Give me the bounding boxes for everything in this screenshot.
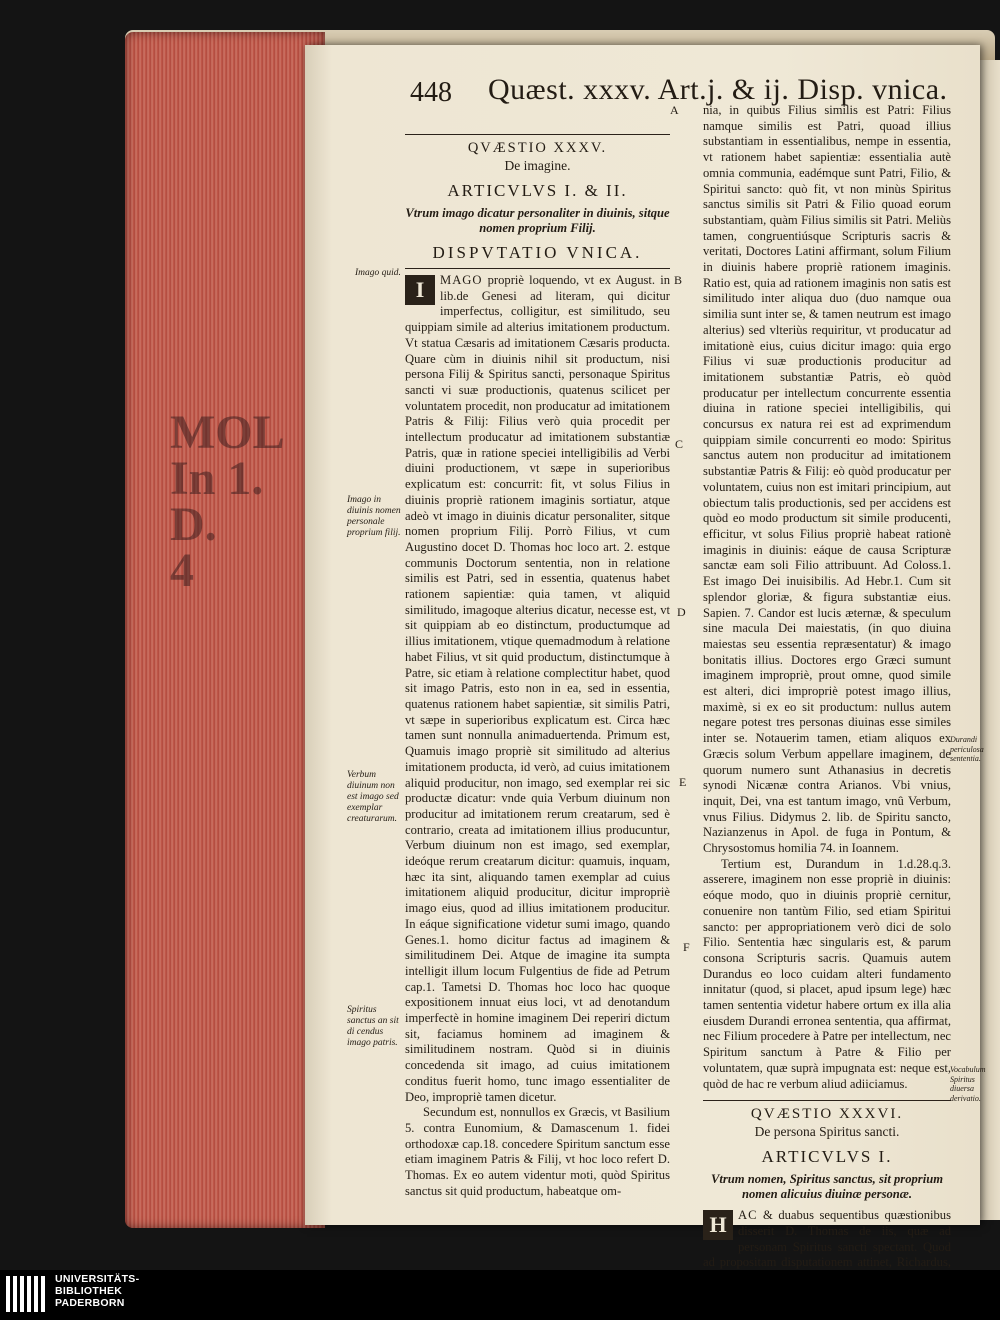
paragraph <box>405 273 670 1105</box>
edge-inscription-line: MOL <box>170 406 285 459</box>
section-letter: C <box>675 437 684 451</box>
page-number: 448 <box>410 77 452 108</box>
paragraph-text: & duabus sequentibus quæstionibus disserit D. Thomas de iis, quæ ad personam Spiritus sancti spectant. Quod ad propositam disputationem attinet, Richardus, <box>703 1208 951 1270</box>
section-letter: E <box>679 775 687 789</box>
small-caps-lead: AC <box>738 1208 758 1223</box>
paragraph <box>703 857 951 1093</box>
small-caps-lead: MAGO <box>440 273 483 287</box>
divider <box>703 1100 951 1101</box>
margin-note: Spiritus sanctus an sit di cendus imago patris. <box>347 1005 399 1048</box>
question-subtitle: De imagine. <box>504 158 571 173</box>
paragraph-text: nia, in quibus Filius similis est Patri: Filius namque similis est Patri, quoad illius substantiam in essentialibus, nempe in essentia, vt rationem habet sapientiæ: essentialia autè omnia communia, eadémque sunt Patri, Filio, & Spiritui sancto: quò fit, vt non minùs Spiritus sanctus similis sit Patri & Filio quoad eorum substantiam, quàm Filius similis sit Patri. Meliùs tamen, congruentiúsque Scripturis sacris & veritati, Doctores Latini affirmant, solum Filium in diuinis habere propriè rationem imaginis. Ratio est, quia ad rationem imaginis non satis est similitudo inter aliqua duo (duo namque oua similia sunt inter se, & tamen neutrum est imago alterius) sed vlteriùs requiritur, vt producatur ad imitationè eius, cuius dicitur imago: quia ergo Filius vi suæ productionis producitur ad imitationem substantiæ Patris, eò quòd producatur per intellectum concurrente essentia diuina in ratione speciei intelligibilis, qui concursus ex natura rei est ad exprimendum quippiam simile concurrenti eo modo: Spiritus sanctus autem non producitur ad imitationem substantiæ Patris & Filij: eò quòd producatur per voluntatem, cuius non est imitari principium, aut obiectum talis productionis, sed per accidens est quòd eo modo productum sit simile producenti, efficitur, vt solus Filius propriè habeat rationè imaginis in diuinis: eáque de causa Scripturæ sanctæ eam soli Filio attribuunt. Ad Coloss.1. Est imago Dei inuisibilis. Ad Hebr.1. Cum sit splendor gloriæ, & figura substantiæ eius. Sapien. 7. Candor est lucis æternæ, & speculum sine macula Dei maiestatis, (in quo diuina maiestas seu essentia repræsentatur) & imago bonitatis illius. Doctores ergo Græci sumunt imaginem impropriè, prout omne, quod simile est alteri, dici impropriè potest imago illius, maximè, si ex eo sit productum: nullus autem negare potest tres personas diuinas esse similes inter se. Notauerim tamen, etiam aliquos ex Græcis solum Verbum appellare imaginem, de quorum numero sunt Athanasius in decretis synodi Nicænæ contra Arianos. Vbi vnius, inquit, Dei, vna est tantum imago, vnû Verbum, vnus Filius. Didymus 2. lib. de Spiritu sancto, Nazianzenus in Apol. de fuga in Pontum, & Chrysostomus homilia 74. in Ioannem. <box>703 103 951 856</box>
fore-edge-inscription <box>170 406 310 600</box>
book-page <box>305 45 986 1270</box>
section-letter: B <box>674 273 683 287</box>
footer-bar <box>0 1270 1000 1320</box>
article-question: Vtrum imago dicatur personaliter in diuinis, sitque nomen proprium Filij. <box>405 206 670 235</box>
library-logo <box>6 1276 50 1312</box>
margin-note: Vocabulum Spiritus diuersa derivatio. <box>950 1065 986 1103</box>
article-title: ARTICVLVS I. & II. <box>447 181 628 200</box>
paragraph-text: Tertium est, Durandum in 1.d.28.q.3. asserere, imaginem non esse propriè in diuinis: eóque modo, quo in diuinis propriè cernitur, conuenire non tantùm Filio, sed etiam Spiritui sancto: per appropriationem verò dici de solo Filio. Sententia hæc singularis est, & parum consona Scripturis sacris. Quamuis autem Durandus eo loco cuidam alteri fundamento innitatur (quod, si placet, apud ipsum lege) hæc tamen sententia videtur habere ortum ex illa alia eiusdem Durandi erronea sententia, qua affirmat, nec Filium procedere à Patre per intellectum, nec Spiritum sanctum à Patre & Filio per voluntatem, quæ suprà impugnata est: neque est, quòd de hac re verbum aliud adiiciamus. <box>703 856 951 1091</box>
margin-note: Imago quid. <box>355 268 401 278</box>
book-fore-edge <box>125 32 325 1228</box>
question-title: QVÆSTIO XXXVI. <box>750 1106 904 1123</box>
edge-inscription-line: D. <box>170 498 217 551</box>
question-subtitle: De persona Spiritus sancti. <box>754 1124 900 1140</box>
disputation-title: DISPVTATIO VNICA. <box>432 243 643 262</box>
divider <box>405 134 670 135</box>
margin-note: Imago in diuinis nomen personale proprium filij. <box>347 495 401 538</box>
right-column <box>703 103 951 1287</box>
margin-note: Verbum diuinum non est imago sed exemplar creaturarum. <box>347 770 399 824</box>
running-head-title: Quæst. xxxv. Art.j. & ij. Disp. vnica. <box>488 73 948 106</box>
divider <box>405 268 670 269</box>
question-title: QVÆSTIO XXXV. <box>467 140 608 156</box>
library-name-line: UNIVERSITÄTS- <box>55 1273 140 1285</box>
edge-inscription-line: In 1. <box>170 452 264 505</box>
article-title: ARTICVLVS I. <box>761 1147 893 1167</box>
margin-note: Durandi periculosa sententia. <box>950 735 984 763</box>
drop-cap: I <box>405 275 435 305</box>
paragraph-text: Secundum est, nonnullos ex Græcis, vt Basilium 5. contra Eunomium, & Damascenum 1. fidei orthodoxæ cap.18. concedere Spiritum sanctum esse etiam imaginem Patris & Filij, vt hoc loco refert D. Thomas. Ex eo autem videntur moti, quòd Spiritus sanctus sit quid productum, habeatque om- <box>405 1105 670 1198</box>
left-column <box>405 130 670 1199</box>
paragraph-text: propriè loquendo, vt ex August. in lib.de Genesi ad literam, qui dicitur imperfectus, colligitur, est similitudo, seu quippiam simile ad alterius imitationem productum. Vt statua Cæsaris ad imitationem Cæsaris producta. Quare cùm in diuinis nihil sit productum, nisi persona Filij & Spiritus sancti, personaque Spiritus sancti vi suæ productionis, quatenus scilicet per voluntatem procedit, non producatur ad imitationem Patris & Filij: Filius verò quia procedit per intellectum producatur ad imitationem substantiæ Patris, quæ in ratione speciei intelligibilis ad Verbi diuini productionem, vt sæpe in superioribus explicatum est: concurrit: fit, vt solus Filius in diuinis propriè rationem imaginis sortiatur, atque adeò vt imago in diuinis dicatur personaliter, sitque nomen proprium Filij. Porrò Filius, vt cum Augustino docet D. Thomas hoc loco art. 2. estque communis Doctorum sententia, non in relatione similis est Patri, sed in essentia, quatenus habet rationem sapientiæ: quia tamen, vt aliquid similitudo, imagoque alterius dicatur, necesse est, vt sit quippiam ab eo distinctum, productumque ad illius imitationem, vtique quemadmodum à relatione habet Filius, vt sit quid productum, distinctumque à Patre, sic etiam à relatione complectitur habet, quod sit imago Patris, esto non in ea, sed in essentia, quatenus rationem habet sapientiæ, sit similis Patri, vt sæpe in superioribus explicatum est. Circa hæc tamen sunt nonnulla animaduertenda. Primum est, Quamuis imago propriè sit similitudo ad alterius imitationem producta, id verò, ad cuius imitationem aliquid producitur, non imago, sed exemplar rei sic productæ dicatur: vnde quia Verbum diuinum non producitur ad imitationem rerum creatarum, sed è contrario, creata ad imitationem illius producuntur, Verbum diuinum non est imago, sed exemplar, ideóque rerum creatarum dicitur: quamuis, inquam, hæc ita sint, aliquando tamen exemplar ad cuius imitationem aliquid producitur, dicitur impropriè imago eius, quod ad illius imitationem producitur. In eáque significatione videtur sumi imago, quando Genes.1. homo dicitur factus ad imaginem & similitudinem Dei. Atque de imagine ita sumpta intelligit illum locum Fulgentius de fide ad Petrum cap.1. Tametsi D. Thomas hoc loco hac quoque expositionem innuat eius loci, vt ad denotandum imperfectè in homine imaginem Dei reperiri dictum sit, faciamus hominem ad imaginem & similitudinem nostram. Quòd si in diuinis concedenda sit imago, ad cuius imitationem conditus fuerit homo, tunc imago essentialiter de Deo, impropriè tamen dicetur. <box>405 273 670 1104</box>
paragraph <box>703 103 951 857</box>
library-name-line: BIBLIOTHEK <box>55 1285 123 1297</box>
article-question: Vtrum nomen, Spiritus sanctus, sit proprium nomen alicuius diuinæ personæ. <box>710 1172 944 1202</box>
section-letter: A <box>670 103 679 117</box>
drop-cap: H <box>703 1210 733 1240</box>
edge-inscription-line: 4 <box>170 544 194 597</box>
library-name-line: PADERBORN <box>55 1297 125 1309</box>
paragraph <box>405 1105 670 1199</box>
section-letter: F <box>683 940 690 954</box>
library-name <box>55 1273 139 1309</box>
section-letter: D <box>677 605 686 619</box>
facing-page-strip <box>980 60 1000 1220</box>
